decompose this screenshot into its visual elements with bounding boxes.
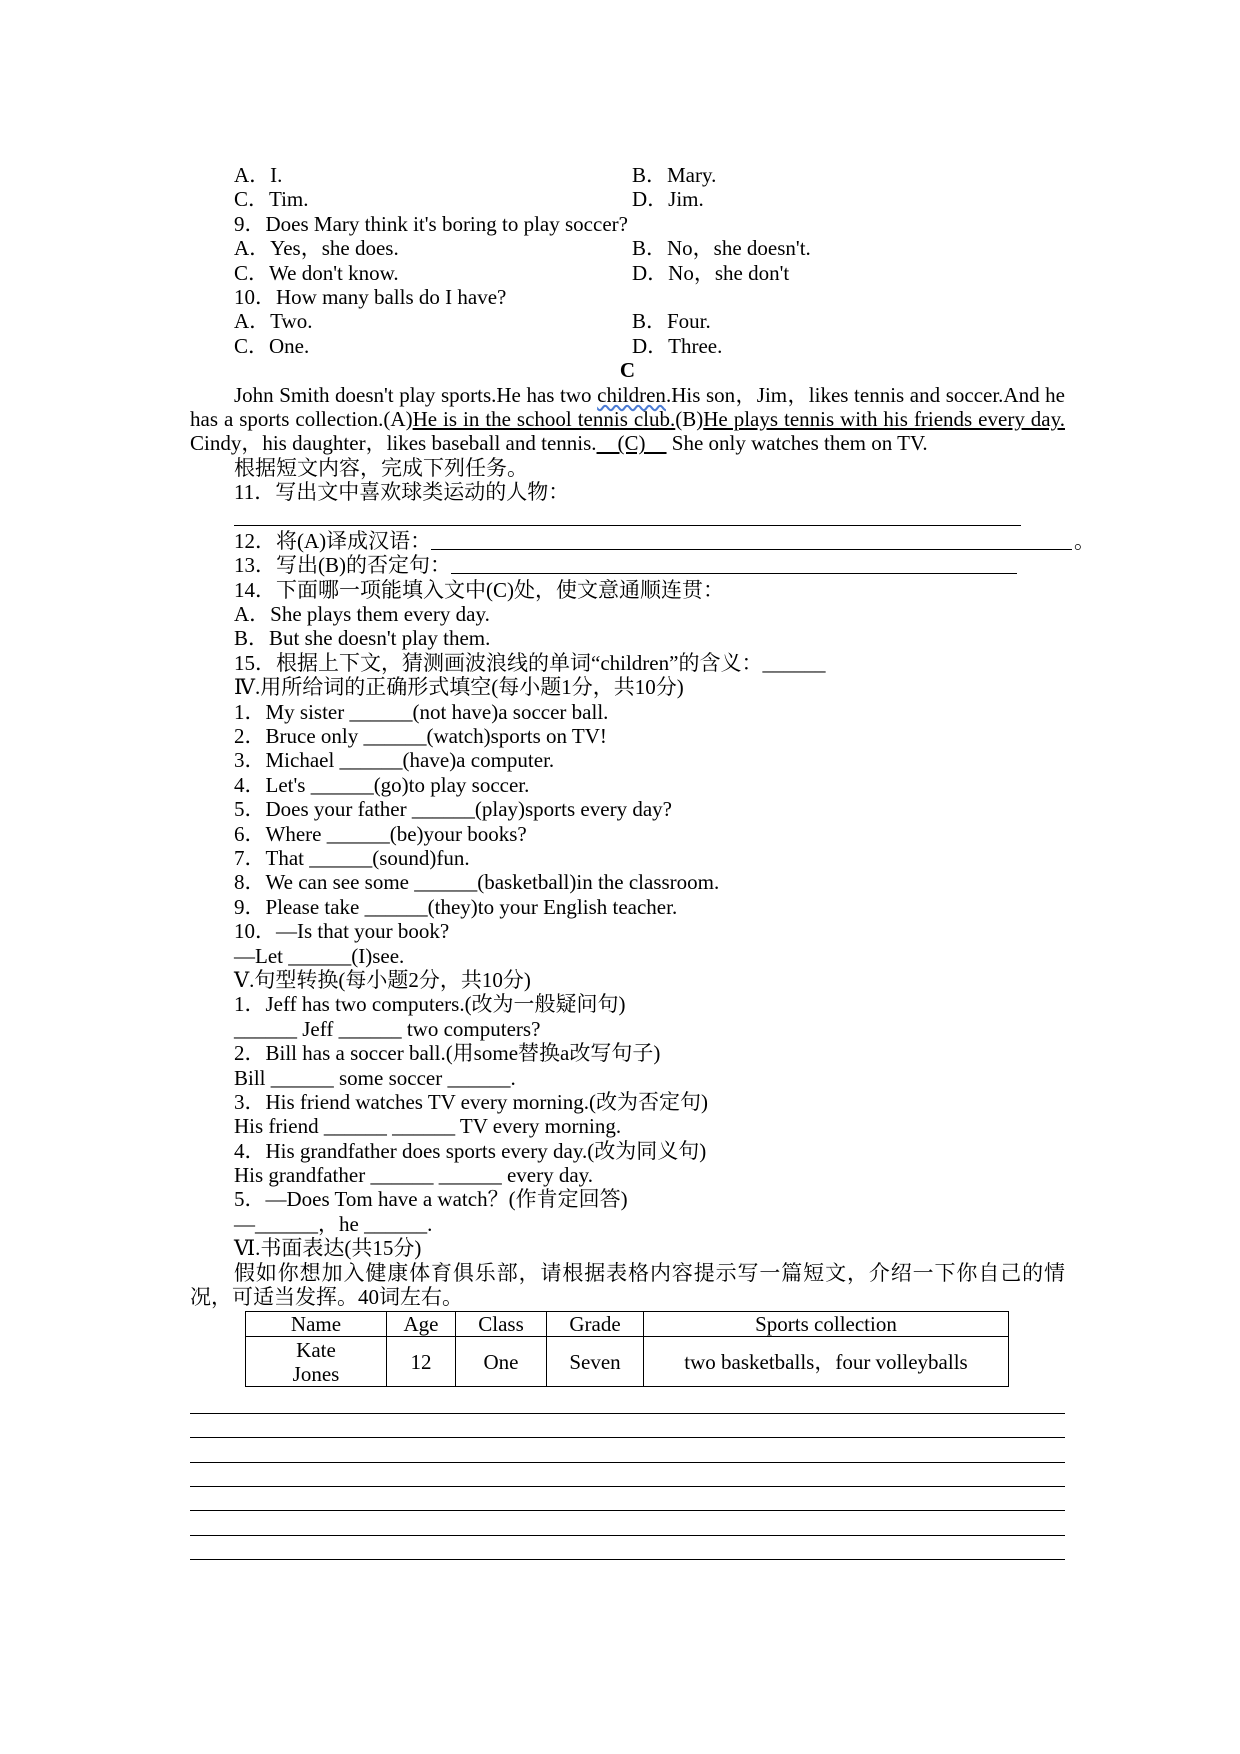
list-item: 5．Does your father ______(play)sports every day?: [234, 797, 672, 822]
question-12: [190, 528, 1095, 553]
answer-blank-12[interactable]: [431, 529, 1072, 550]
list-item: His friend ______ ______ TV every morning.: [234, 1114, 622, 1139]
list-item: 5．—Does Tom have a watch？(作肯定回答): [234, 1187, 628, 1212]
question-14-option-b: B．But she doesn't play them.: [234, 626, 491, 651]
cell-name: Kate Jones: [292, 1337, 340, 1386]
answer-line-11[interactable]: [190, 505, 1065, 529]
list-item: 1．My sister ______(not have)a soccer ball.: [234, 699, 609, 724]
option-row: [190, 334, 1065, 358]
table-cell: [246, 1337, 387, 1387]
option-d: D．Three.: [632, 333, 723, 358]
list-item: 3．His friend watches TV every morning.(改为否定句): [234, 1089, 708, 1114]
option-row: [190, 261, 1065, 285]
writing-area[interactable]: [190, 1389, 1065, 1560]
list-item: His grandfather ______ ______ every day.: [234, 1163, 594, 1188]
task-intro: 根据短文内容，完成下列任务。: [234, 455, 528, 480]
writing-line[interactable]: [190, 1536, 1065, 1560]
writing-line[interactable]: [190, 1414, 1065, 1438]
option-c: C．We don't know.: [234, 260, 399, 285]
section-c-passage: [190, 383, 1065, 456]
passage-text: Cindy，his daughter，likes baseball and tennis.: [190, 431, 597, 456]
question-12-text: 12．将(A)译成汉语：: [234, 528, 432, 553]
table-header-row: [246, 1312, 1009, 1337]
option-a: A．Yes，she does.: [234, 236, 399, 261]
list-item: 4．His grandfather does sports every day.(改为同义句): [234, 1138, 707, 1163]
table-cell: two basketballs，four volleyballs: [644, 1337, 1009, 1387]
worksheet-page: [190, 163, 1095, 1560]
list-item: 9．Please take ______(they)to your English teacher.: [234, 894, 678, 919]
list-item: 6．Where ______(be)your books?: [234, 821, 527, 846]
option-row: [190, 187, 1065, 211]
list-item: 8．We can see some ______(basketball)in the classroom.: [234, 870, 720, 895]
section-4-items: [190, 700, 1065, 968]
list-item: 2．Bill has a soccer ball.(用some替换a改写句子): [234, 1041, 661, 1066]
question-10: 10．How many balls do I have?: [234, 284, 507, 309]
answer-blank-13[interactable]: [451, 553, 1017, 574]
table-cell: One: [456, 1337, 547, 1387]
section-6-title: Ⅵ.书面表达(共15分): [234, 1236, 422, 1261]
writing-prompt: 假如你想加入健康体育俱乐部，请根据表格内容提示写一篇短文，介绍一下你自己的情况，可适当发挥。40词左右。: [190, 1260, 1065, 1310]
underlined-sentence-a: He is in the school tennis club.: [412, 406, 676, 431]
list-item: —Let ______(I)see.: [234, 943, 405, 968]
option-row: [190, 309, 1065, 333]
table-header: Class: [456, 1312, 547, 1337]
option-c: C．One.: [234, 333, 310, 358]
section-4-title: Ⅳ.用所给词的正确形式填空(每小题1分，共10分): [234, 675, 684, 700]
table-cell: Seven: [547, 1337, 644, 1387]
writing-line[interactable]: [190, 1511, 1065, 1535]
option-row: [190, 163, 1065, 187]
option-row: [190, 236, 1065, 260]
list-item: 3．Michael ______(have)a computer.: [234, 748, 555, 773]
writing-line[interactable]: [190, 1438, 1065, 1462]
section-c-heading: C: [619, 358, 636, 383]
question-13: [190, 553, 1065, 577]
writing-line[interactable]: [190, 1487, 1065, 1511]
option-b: B．Mary.: [632, 163, 717, 187]
underlined-sentence-b: He plays tennis with his friends every day.: [703, 406, 1065, 431]
list-item: —______，he ______.: [234, 1211, 433, 1236]
option-d: D．No，she don't: [632, 260, 790, 285]
info-table: [245, 1311, 1009, 1387]
list-item: 1．Jeff has two computers.(改为一般疑问句): [234, 992, 626, 1017]
table-row: [246, 1337, 1009, 1387]
list-item: 7．That ______(sound)fun.: [234, 845, 470, 870]
list-item: 2．Bruce only ______(watch)sports on TV!: [234, 724, 607, 749]
question-9: 9．Does Mary think it's boring to play soccer?: [234, 211, 628, 236]
question-11: 11．写出文中喜欢球类运动的人物：: [234, 480, 570, 505]
passage-text: John Smith doesn't play sports.He has two: [234, 382, 598, 407]
passage-text: .His son，Jim，likes tennis and soccer.And he has a sports collection.(A): [190, 382, 1065, 431]
option-a: A．I.: [234, 163, 283, 187]
blank-c: (C): [596, 431, 667, 456]
list-item: 10．—Is that your book?: [234, 919, 450, 944]
option-c: C．Tim.: [234, 187, 309, 212]
question-14-option-a: A．She plays them every day.: [234, 602, 490, 627]
wavy-word-children: children: [597, 382, 666, 407]
writing-line[interactable]: [190, 1389, 1065, 1413]
option-b: B．No，she doesn't.: [632, 236, 811, 261]
question-14: 14．下面哪一项能填入文中(C)处，使文意通顺连贯：: [234, 577, 724, 602]
table-header: Grade: [547, 1312, 644, 1337]
question-15: 15．根据上下文，猜测画波浪线的单词“children”的含义：______: [234, 650, 826, 675]
section-5-items: [190, 992, 1065, 1236]
section-5-title: Ⅴ.句型转换(每小题2分，共10分): [234, 967, 531, 992]
table-cell: 12: [387, 1337, 456, 1387]
writing-line[interactable]: [190, 1463, 1065, 1487]
table-header: Age: [387, 1312, 456, 1337]
passage-text: She only watches them on TV.: [666, 431, 928, 456]
option-d: D．Jim.: [632, 187, 704, 212]
table-header: Sports collection: [644, 1312, 1009, 1337]
question-13-text: 13．写出(B)的否定句：: [234, 553, 451, 578]
list-item: Bill ______ some soccer ______.: [234, 1065, 516, 1090]
option-a: A．Two.: [234, 309, 313, 334]
table-header: Name: [246, 1312, 387, 1337]
passage-text: (B): [675, 406, 704, 431]
list-item: ______ Jeff ______ two computers?: [234, 1016, 541, 1041]
option-b: B．Four.: [632, 309, 711, 334]
list-item: 4．Let's ______(go)to play soccer.: [234, 772, 530, 797]
question-12-end: 。: [1074, 528, 1095, 553]
